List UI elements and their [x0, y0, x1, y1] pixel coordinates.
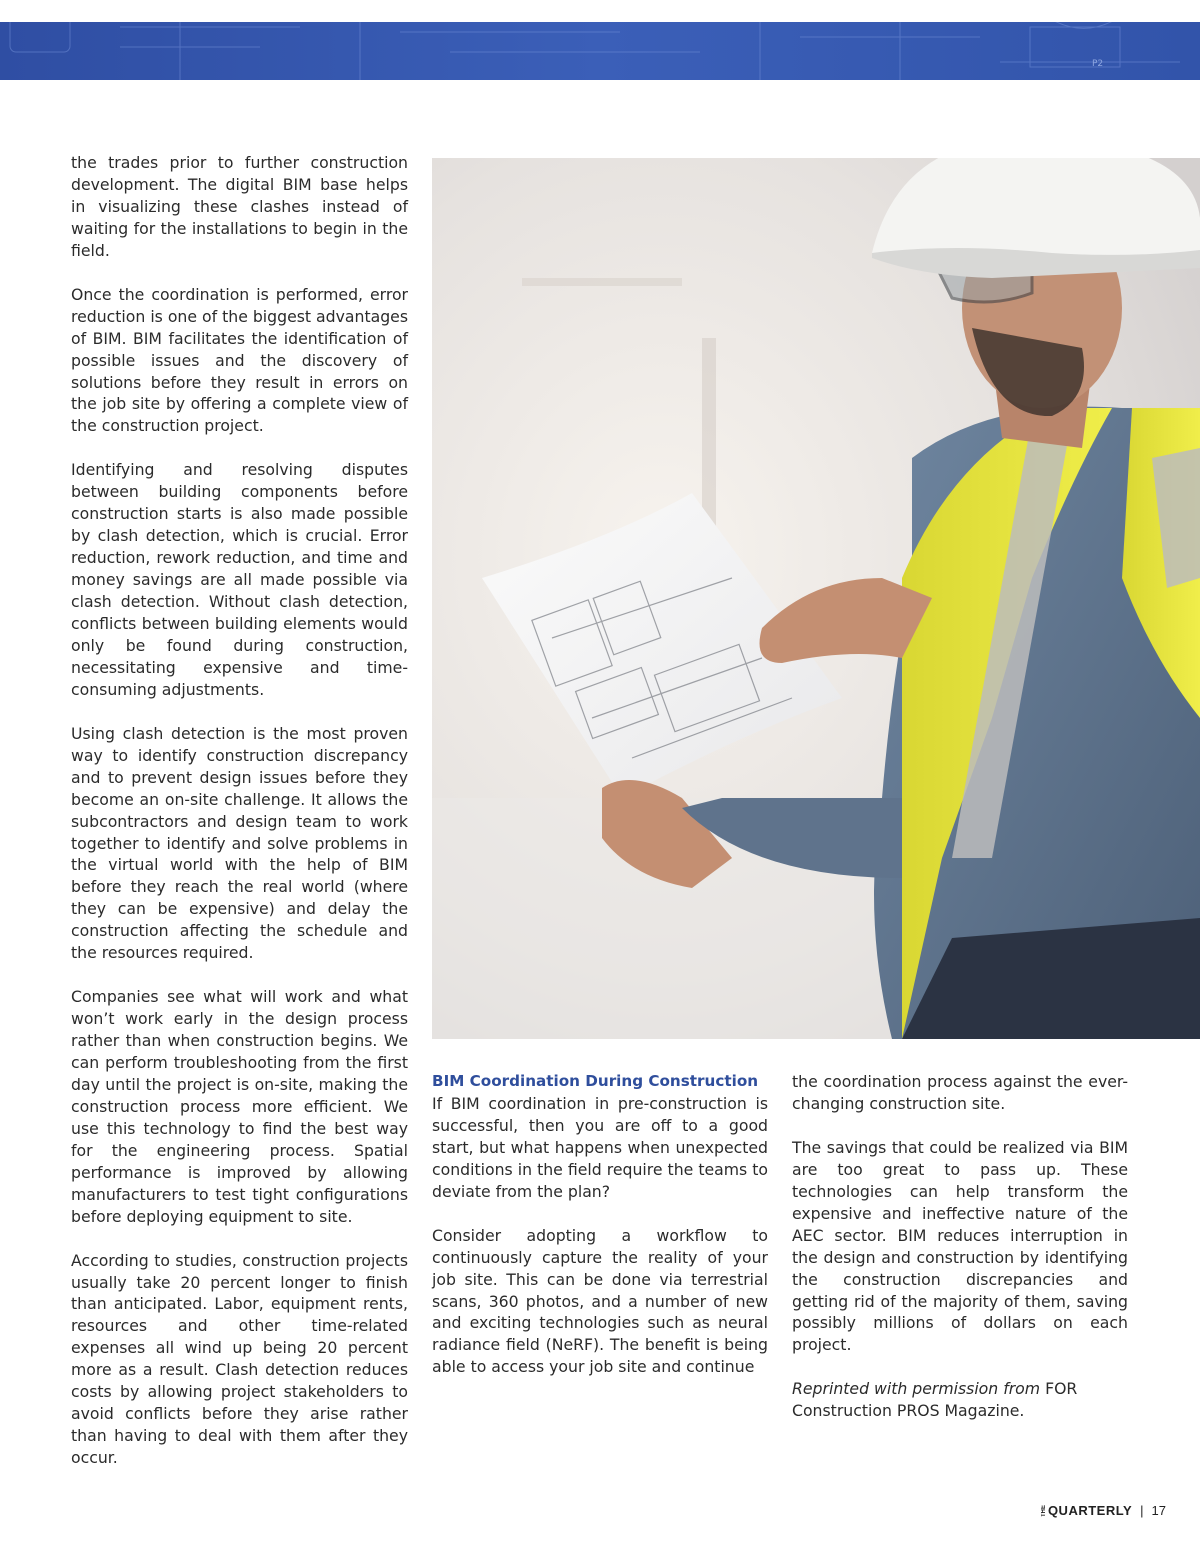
body-paragraph: Identifying and resolving disputes between building components before construction starts is also made possible by clash detection, which is crucial. Error reduction, rework reduction, and time and money savings are all made possible via clash detection. Without clash detection, conflicts between building elements would only be found during construction, necessitating expensive and time-consuming adjustments. [71, 460, 408, 699]
blueprint-pattern [0, 22, 1200, 80]
section-heading: BIM Coordination During Construction [432, 1072, 759, 1090]
svg-text:P2: P2 [1092, 59, 1104, 69]
body-paragraph: If BIM coordination in pre-construction is successful, then you are off to a good start, but what happens when unexpected conditions in the field require the teams to deviate from the plan? [432, 1093, 768, 1201]
publication-name: QUARTERLY [1047, 1503, 1133, 1518]
publication-prefix: THE [1040, 1504, 1047, 1517]
page-footer [1041, 1503, 1166, 1518]
middle-column [432, 1071, 768, 1378]
credit-italic-text: Reprinted with permission from [792, 1379, 1041, 1399]
reprint-credit [792, 1378, 1128, 1422]
left-column [71, 152, 408, 1469]
body-paragraph: The savings that could be realized via BIM are too great to pass up. These technologies can help transform the expensive and ineffective nature of the AEC sector. BIM reduces interruption in the design and construction by identifying the construction discrepancies and getting rid of the majority of them, saving possibly millions of dollars on each project. [792, 1137, 1128, 1355]
header-banner [0, 22, 1200, 80]
right-column [792, 1071, 1128, 1422]
credit-source: FOR Construction PROS Magazine. [792, 1379, 1078, 1421]
body-paragraph: Using clash detection is the most proven way to identify construction discrepancy and to prevent design issues before they become an on-site challenge. It allows the subcontractors and design team to work together to identify and solve problems in the virtual world with the help of BIM before they reach the real world (where they can be expensive) and delay the construction affecting the schedule and the resources required. [71, 723, 408, 963]
body-paragraph: the coordination process against the ever-changing construction site. [792, 1072, 1128, 1113]
body-paragraph: Once the coordination is performed, error reduction is one of the biggest advantages of BIM. BIM facilitates the identification of possible issues and the discovery of solutions before they result in errors on the job site by offering a complete view of the construction project. [71, 284, 409, 436]
footer-separator: | [1140, 1503, 1144, 1518]
worker-reviewing-blueprint-photo [432, 158, 1200, 1039]
body-paragraph: Companies see what will work and what won’t work early in the design process rather than when construction begins. We can perform troubleshooting from the first day until the project is on-site, making the construction process more efficient. We use this technology to find the best way for the engineering process. Spatial performance is improved by allowing manufacturers to test tight configurations before deploying equipment to site. [71, 987, 408, 1226]
body-paragraph: the trades prior to further construction development. The digital BIM base helps in visualizing these clashes instead of waiting for the installations to begin in the field. [71, 153, 408, 260]
body-paragraph: According to studies, construction projects usually take 20 percent longer to finish than anticipated. Labor, equipment rents, resources and other time-related expenses all wind up being 20 percent more as a result. Clash detection reduces costs by allowing project stakeholders to avoid conflicts before they arise rather than having to deal with them after they occur. [71, 1250, 408, 1468]
body-paragraph: Consider adopting a workflow to continuously capture the reality of your job site. This can be done via terrestrial scans, 360 photos, and a number of new and exciting technologies such as neural radiance field (NeRF). The benefit is being able to access your job site and continue [432, 1225, 768, 1377]
page-number: 17 [1151, 1503, 1166, 1518]
